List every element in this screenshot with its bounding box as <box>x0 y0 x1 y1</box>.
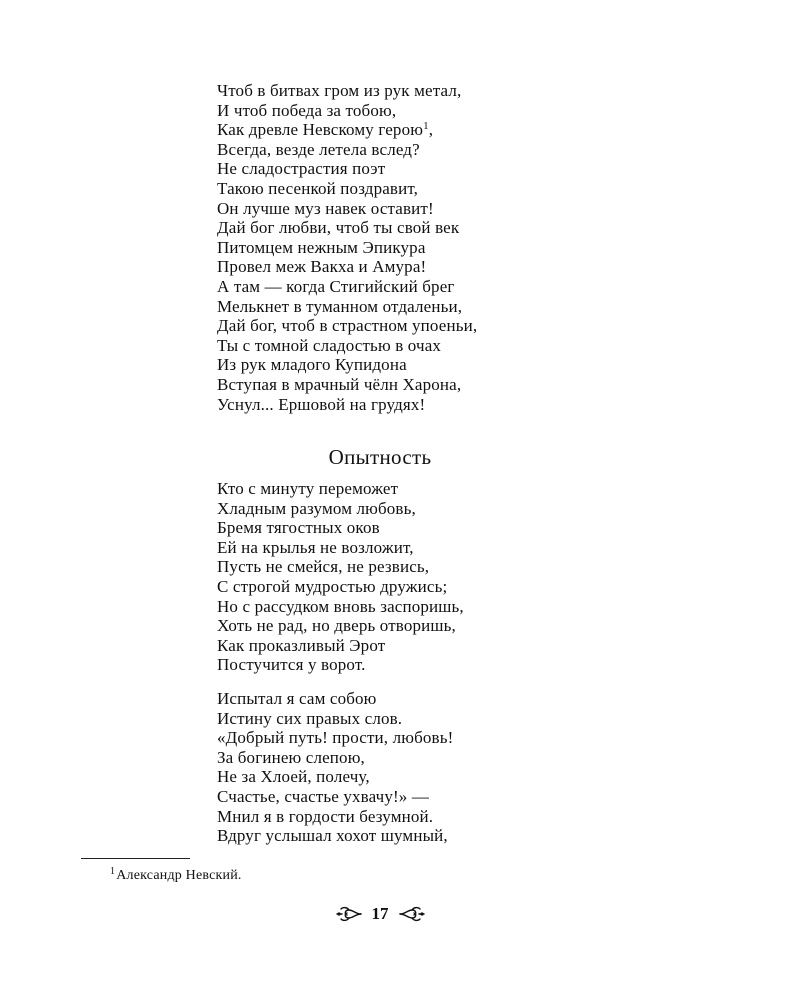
verse-line: Уснул... Ершовой на грудях! <box>217 394 426 414</box>
verse-line: Дай бог, чтоб в страстном упоеньи, <box>217 316 478 336</box>
verse-line: Но с рассудком вновь заспоришь, <box>217 596 464 616</box>
footnote-text: Александр Невский. <box>116 868 242 883</box>
footnote-marker: 1 <box>110 866 116 877</box>
verse-line-punctuation: , <box>428 120 434 140</box>
floral-ornament-icon <box>336 906 362 922</box>
footnote-divider <box>81 858 190 859</box>
verse-line: Хладным разумом любовь, <box>217 498 416 518</box>
verse-line: Мнил я в гордости безумной. <box>217 806 434 826</box>
stanza-3 <box>217 689 453 846</box>
footnote <box>110 867 242 884</box>
verse-line: Как проказливый Эрот <box>217 635 386 655</box>
verse-line: Не сладострастия поэт <box>217 159 386 179</box>
footnote-reference[interactable]: 1 <box>423 120 429 133</box>
verse-line-text: Как древле Невскому герою <box>217 120 424 140</box>
verse-line: Испытал я сам собою <box>217 689 377 708</box>
verse-line: Такою песенкой поздравит, <box>217 178 419 198</box>
verse-line: Постучится у ворот. <box>217 655 366 675</box>
page-footer <box>0 902 760 926</box>
verse-line: И чтоб победа за тобою, <box>217 100 397 120</box>
verse-line: Питомцем нежным Эпикура <box>217 237 426 257</box>
verse-line: Бремя тягостных оков <box>217 518 380 538</box>
verse-line: Вдруг услышал хохот шумный, <box>217 826 448 846</box>
verse-line: С строгой мудростью дружись; <box>217 576 448 596</box>
floral-ornament-icon <box>399 906 425 922</box>
verse-line: Счастье, счастье ухвачу!» — <box>217 786 429 806</box>
verse-line: Ты с томной сладостью в очах <box>217 335 442 355</box>
verse-line: Провел меж Вакха и Амура! <box>217 257 427 277</box>
verse-line: Дай бог любви, чтоб ты свой век <box>217 218 460 238</box>
verse-line: Ей на крылья не возложит, <box>217 537 414 557</box>
verse-line: За богинею слепою, <box>217 747 365 767</box>
verse-line: Кто с минуту переможет <box>217 479 399 498</box>
stanza-1 <box>217 81 477 414</box>
verse-line: А там — когда Стигийский брег <box>217 276 455 296</box>
verse-line: Всегда, везде летела вслед? <box>217 139 420 159</box>
poem-title: Опытность <box>328 445 432 469</box>
verse-line: «Добрый путь! прости, любовь! <box>217 728 454 748</box>
page-number: 17 <box>371 904 389 923</box>
verse-line <box>217 120 477 140</box>
stanza-2 <box>217 479 464 675</box>
verse-line: Истину сих правых слов. <box>217 708 403 728</box>
verse-line: Не за Хлоей, полечу, <box>217 767 370 787</box>
verse-line: Чтоб в битвах гром из рук метал, <box>217 81 462 100</box>
verse-line: Мелькнет в туманном отдаленьи, <box>217 296 463 316</box>
verse-line: Он лучше муз навек оставит! <box>217 198 434 218</box>
verse-line: Пусть не смейся, не резвись, <box>217 557 430 577</box>
verse-line: Из рук младого Купидона <box>217 355 407 375</box>
verse-line: Вступая в мрачный чёлн Харона, <box>217 374 462 394</box>
verse-line: Хоть не рад, но дверь отворишь, <box>217 616 456 636</box>
